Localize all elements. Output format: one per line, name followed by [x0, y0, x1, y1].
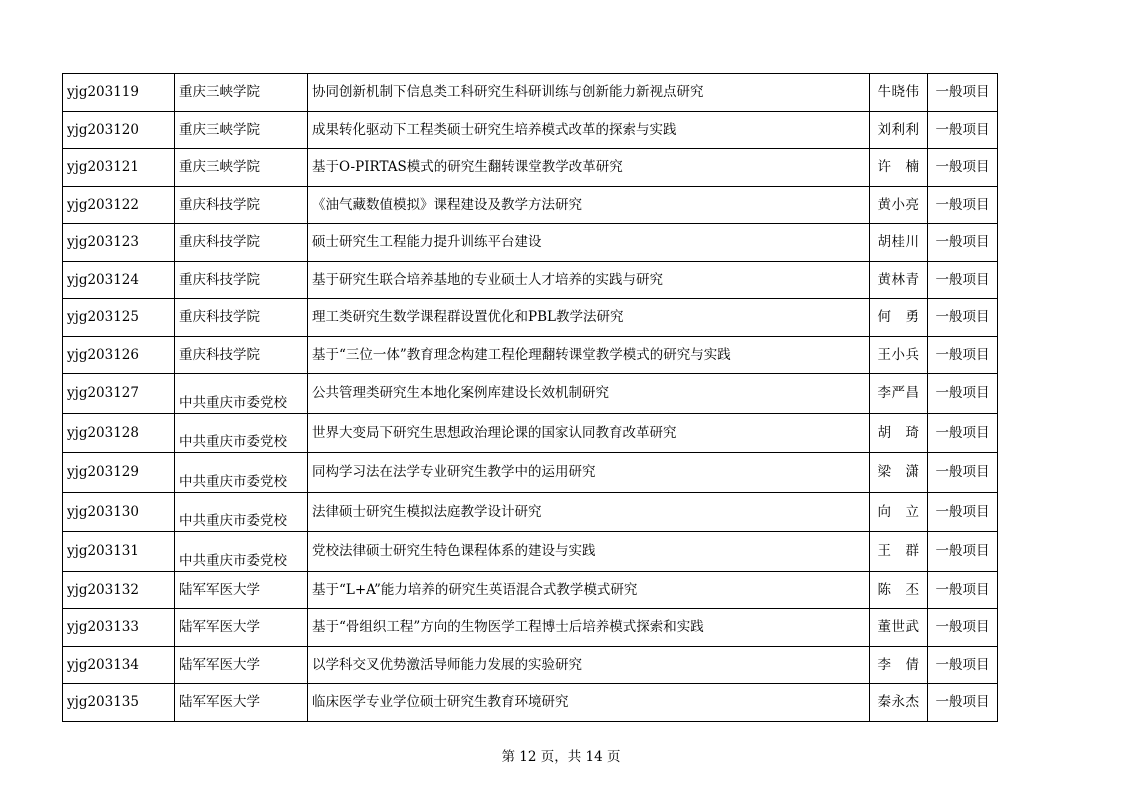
project-title-cell: 基于O-PIRTAS模式的研究生翻转课堂教学改革研究	[308, 149, 870, 187]
project-type-cell: 一般项目	[928, 149, 998, 187]
project-type-cell: 一般项目	[928, 646, 998, 684]
project-title-cell: 协同创新机制下信息类工科研究生科研训练与创新能力新视点研究	[308, 74, 870, 112]
institution-cell: 中共重庆市委党校	[175, 453, 308, 493]
table-row	[63, 492, 998, 532]
table-row	[63, 149, 998, 187]
project-leader-cell: 何 勇	[870, 299, 928, 337]
project-type-cell: 一般项目	[928, 532, 998, 572]
project-code-cell: yjg203119	[63, 74, 175, 112]
project-leader-cell: 刘利利	[870, 111, 928, 149]
institution-cell: 重庆三峡学院	[175, 111, 308, 149]
project-title-cell: 公共管理类研究生本地化案例库建设长效机制研究	[308, 374, 870, 414]
project-type-cell: 一般项目	[928, 261, 998, 299]
project-type-cell: 一般项目	[928, 186, 998, 224]
project-type-cell: 一般项目	[928, 74, 998, 112]
project-code-cell: yjg203126	[63, 336, 175, 374]
institution-cell: 陆军军医大学	[175, 646, 308, 684]
institution-cell: 中共重庆市委党校	[175, 492, 308, 532]
table-row	[63, 336, 998, 374]
table-row	[63, 261, 998, 299]
project-title-cell: 临床医学专业学位硕士研究生教育环境研究	[308, 684, 870, 722]
table-row	[63, 74, 998, 112]
project-leader-cell: 王小兵	[870, 336, 928, 374]
institution-cell: 重庆科技学院	[175, 224, 308, 262]
institution-cell: 重庆三峡学院	[175, 74, 308, 112]
project-leader-cell: 黄小亮	[870, 186, 928, 224]
project-leader-cell: 李 倩	[870, 646, 928, 684]
institution-cell: 重庆科技学院	[175, 336, 308, 374]
project-title-cell: 基于“三位一体”教育理念构建工程伦理翻转课堂教学模式的研究与实践	[308, 336, 870, 374]
table-row	[63, 646, 998, 684]
institution-cell: 中共重庆市委党校	[175, 374, 308, 414]
project-title-cell: 党校法律硕士研究生特色课程体系的建设与实践	[308, 532, 870, 572]
institution-cell: 陆军军医大学	[175, 609, 308, 647]
project-leader-cell: 陈 丕	[870, 571, 928, 609]
project-title-cell: 基于研究生联合培养基地的专业硕士人才培养的实践与研究	[308, 261, 870, 299]
project-type-cell: 一般项目	[928, 374, 998, 414]
project-leader-cell: 许 楠	[870, 149, 928, 187]
project-code-cell: yjg203125	[63, 299, 175, 337]
project-code-cell: yjg203130	[63, 492, 175, 532]
table-row	[63, 186, 998, 224]
project-code-cell: yjg203134	[63, 646, 175, 684]
project-title-cell: 《油气藏数值模拟》课程建设及教学方法研究	[308, 186, 870, 224]
table-row	[63, 453, 998, 493]
table-row	[63, 299, 998, 337]
table-row	[63, 571, 998, 609]
project-code-cell: yjg203129	[63, 453, 175, 493]
project-leader-cell: 胡桂川	[870, 224, 928, 262]
project-table-body	[63, 74, 998, 722]
project-leader-cell: 李严昌	[870, 374, 928, 414]
institution-cell: 重庆科技学院	[175, 299, 308, 337]
project-code-cell: yjg203131	[63, 532, 175, 572]
project-title-cell: 法律硕士研究生模拟法庭教学设计研究	[308, 492, 870, 532]
table-row	[63, 413, 998, 453]
table-row	[63, 684, 998, 722]
project-leader-cell: 王 群	[870, 532, 928, 572]
institution-cell: 重庆科技学院	[175, 186, 308, 224]
project-leader-cell: 黄林青	[870, 261, 928, 299]
project-type-cell: 一般项目	[928, 609, 998, 647]
project-type-cell: 一般项目	[928, 224, 998, 262]
table-row	[63, 609, 998, 647]
project-code-cell: yjg203124	[63, 261, 175, 299]
project-title-cell: 成果转化驱动下工程类硕士研究生培养模式改革的探索与实践	[308, 111, 870, 149]
project-title-cell: 理工类研究生数学课程群设置优化和PBL教学法研究	[308, 299, 870, 337]
project-code-cell: yjg203128	[63, 413, 175, 453]
project-leader-cell: 向 立	[870, 492, 928, 532]
project-type-cell: 一般项目	[928, 111, 998, 149]
table-row	[63, 111, 998, 149]
project-code-cell: yjg203123	[63, 224, 175, 262]
project-code-cell: yjg203127	[63, 374, 175, 414]
project-type-cell: 一般项目	[928, 453, 998, 493]
project-code-cell: yjg203121	[63, 149, 175, 187]
project-title-cell: 硕士研究生工程能力提升训练平台建设	[308, 224, 870, 262]
project-title-cell: 基于“L+A”能力培养的研究生英语混合式教学模式研究	[308, 571, 870, 609]
institution-cell: 陆军军医大学	[175, 571, 308, 609]
project-type-cell: 一般项目	[928, 413, 998, 453]
project-table	[62, 73, 998, 722]
page-footer: 第 12 页，共 14 页	[501, 749, 621, 765]
institution-cell: 重庆三峡学院	[175, 149, 308, 187]
table-row	[63, 374, 998, 414]
project-type-cell: 一般项目	[928, 571, 998, 609]
project-title-cell: 世界大变局下研究生思想政治理论课的国家认同教育改革研究	[308, 413, 870, 453]
project-type-cell: 一般项目	[928, 336, 998, 374]
project-code-cell: yjg203133	[63, 609, 175, 647]
project-leader-cell: 胡 琦	[870, 413, 928, 453]
table-row	[63, 532, 998, 572]
project-code-cell: yjg203122	[63, 186, 175, 224]
project-type-cell: 一般项目	[928, 684, 998, 722]
project-leader-cell: 秦永杰	[870, 684, 928, 722]
institution-cell: 中共重庆市委党校	[175, 532, 308, 572]
institution-cell: 陆军军医大学	[175, 684, 308, 722]
project-title-cell: 同构学习法在法学专业研究生教学中的运用研究	[308, 453, 870, 493]
institution-cell: 重庆科技学院	[175, 261, 308, 299]
project-leader-cell: 牛晓伟	[870, 74, 928, 112]
project-type-cell: 一般项目	[928, 492, 998, 532]
project-type-cell: 一般项目	[928, 299, 998, 337]
project-title-cell: 以学科交叉优势激活导师能力发展的实验研究	[308, 646, 870, 684]
project-leader-cell: 董世武	[870, 609, 928, 647]
project-leader-cell: 梁 潇	[870, 453, 928, 493]
project-code-cell: yjg203135	[63, 684, 175, 722]
project-code-cell: yjg203132	[63, 571, 175, 609]
project-code-cell: yjg203120	[63, 111, 175, 149]
table-row	[63, 224, 998, 262]
institution-cell: 中共重庆市委党校	[175, 413, 308, 453]
project-title-cell: 基于“骨组织工程”方向的生物医学工程博士后培养模式探索和实践	[308, 609, 870, 647]
